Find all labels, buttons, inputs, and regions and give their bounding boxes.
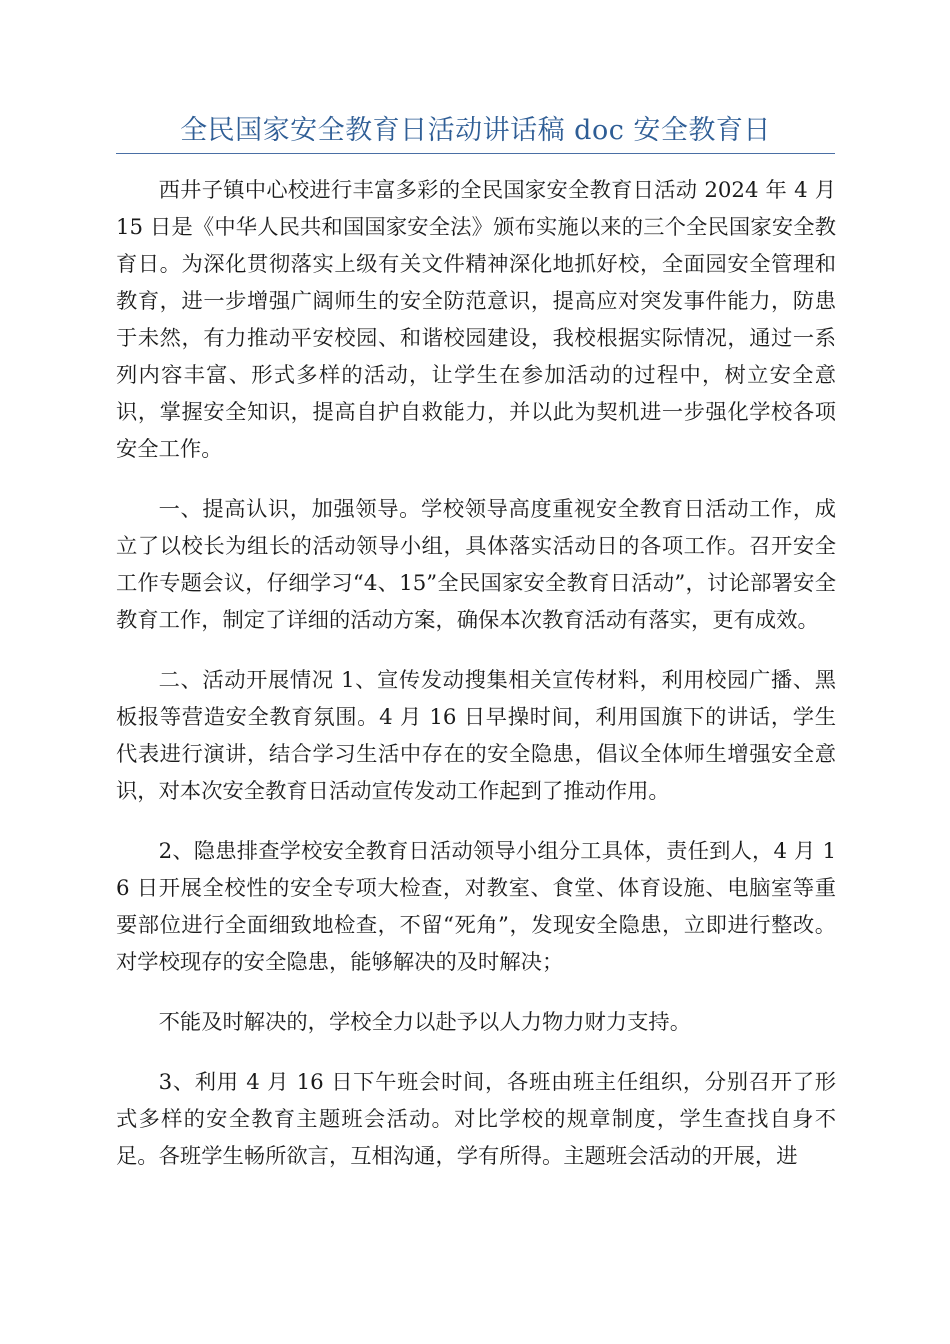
paragraph-intro: 西井子镇中心校进行丰富多彩的全民国家安全教育日活动 2024 年 4 月 15 日是《中华人民共和国国家安全法》颁布实施以来的三个全民国家安全教育日。为深化贯彻落实上级有关文件精神深化地抓好校，全面园安全管理和教育，进一步增强广阔师生的安全防范意识，提高应对突发事件能力，防患于未然，有力推动平安校园、和谐校园建设，我校根据实际情况，通过一系列内容丰富、形式多样的活动，让学生在参加活动的过程中，树立安全意识，掌握安全知识，提高自护自救能力，并以此为契机进一步强化学校各项安全工作。	[116, 178, 836, 462]
document-body	[116, 172, 836, 1198]
paragraph-section-1: 一、提高认识，加强领导。学校领导高度重视安全教育日活动工作，成立了以校长为组长的活动领导小组，具体落实活动日的各项工作。召开安全工作专题会议，仔细学习“4、15”全民国家安全教育日活动”，讨论部署安全教育工作，制定了详细的活动方案，确保本次教育活动有落实，更有成效。	[116, 497, 836, 633]
paragraph-section-2: 二、活动开展情况 1、宣传发动搜集相关宣传材料，利用校园广播、黑板报等营造安全教育氛围。4 月 16 日早操时间，利用国旗下的讲话，学生代表进行演讲，结合学习生活中存在的安全隐患，倡议全体师生增强安全意识，对本次安全教育日活动宣传发动工作起到了推动作用。	[116, 668, 836, 804]
paragraph-item-3: 3、利用 4 月 16 日下午班会时间，各班由班主任组织，分别召开了形式多样的安全教育主题班会活动。对比学校的规章制度，学生查找自身不足。各班学生畅所欲言，互相沟通，学有所得。主题班会活动的开展，进	[116, 1070, 836, 1169]
paragraph-item-2: 2、隐患排查学校安全教育日活动领导小组分工具体，责任到人，4 月 16 日开展全校性的安全专项大检查，对教室、食堂、体育设施、电脑室等重要部位进行全面细致地检查，不留“死角”，发现安全隐患，立即进行整改。对学校现存的安全隐患，能够解决的及时解决；	[116, 839, 836, 975]
title-block	[116, 108, 835, 154]
paragraph-item-2-continued: 不能及时解决的，学校全力以赴予以人力物力财力支持。	[158, 1010, 692, 1035]
page-title: 全民国家安全教育日活动讲话稿 doc 安全教育日	[180, 115, 771, 146]
